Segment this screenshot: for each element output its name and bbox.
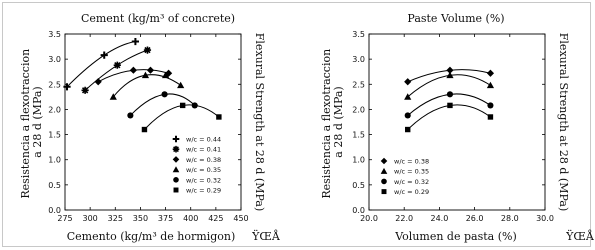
chart-cement-point-diamond — [130, 67, 137, 74]
chart-cement-ytick-label: 2.5 — [48, 80, 61, 90]
chart-cement-legend-marker-triangle — [173, 166, 180, 172]
chart-cement-xtick-label: 425 — [208, 214, 224, 223]
chart-paste-ytick-label: 2.5 — [352, 80, 365, 90]
chart-cement-point-square — [142, 127, 147, 132]
chart-cement-xtick-label: 325 — [107, 214, 123, 223]
chart-paste-xtick-label: 22.0 — [395, 214, 414, 223]
chart-cement-xtick-label: 375 — [157, 214, 174, 223]
chart-paste-legend-label: w/c = 0.32 — [394, 177, 430, 186]
chart-cement-point-circle — [162, 91, 168, 97]
chart-paste-point-diamond — [404, 78, 411, 85]
chart-paste-point-triangle — [487, 82, 494, 88]
chart-cement-fit-curves — [67, 42, 219, 130]
chart-paste-ytick-label: 1.5 — [352, 130, 365, 140]
chart-cement — [19, 12, 281, 243]
chart-cement-fit-curve-5 — [144, 105, 218, 130]
chart-paste-fit-curves — [408, 70, 491, 130]
chart-cement-xlabel: Cemento (kg/m³ de hormigon) — [66, 230, 236, 243]
chart-cement-point-circle — [127, 112, 133, 118]
chart-paste-xtick-label: 20.0 — [360, 214, 378, 223]
chart-paste-point-square — [488, 114, 493, 119]
chart-paste-fit-curve-3 — [408, 105, 491, 130]
chart-cement-legend-label: w/c = 0.32 — [186, 176, 222, 185]
chart-paste-legend-marker-diamond — [381, 158, 388, 165]
chart-cement-point-square — [216, 114, 221, 119]
chart-paste-point-square — [447, 103, 452, 108]
chart-cement-legend-marker-diamond — [173, 156, 180, 163]
chart-cement-point-square — [180, 103, 185, 108]
chart-cement-point-plus — [101, 52, 108, 59]
chart-paste-xtick-label: 28.0 — [500, 214, 519, 223]
chart-cement-legend — [173, 136, 221, 195]
chart-cement-point-plus — [132, 38, 139, 45]
chart-cement-point-circle — [192, 102, 198, 108]
chart-cement-legend-marker-plus — [173, 136, 180, 143]
chart-cement-xtick-label: 350 — [132, 214, 149, 223]
chart-cement-point-asterisk — [144, 46, 151, 53]
chart-paste-ytick-label: 2.0 — [352, 105, 365, 115]
chart-paste-legend-marker-circle — [381, 179, 387, 185]
chart-cement-xtick-label: 400 — [183, 214, 199, 223]
chart-cement-corner-label: ŸŒÅ — [252, 230, 280, 243]
chart-cement-legend-label: w/c = 0.41 — [186, 145, 222, 154]
chart-paste-ytick-label: 3.5 — [352, 30, 365, 39]
chart-paste-corner-label: ŸŒÅ — [566, 230, 594, 243]
chart-paste-xtick-label: 26.0 — [465, 214, 484, 223]
chart-cement-ytick-label: 0.0 — [48, 206, 61, 215]
chart-cement-ylabel-left-line-2: a 28 d (MPa) — [31, 86, 44, 158]
chart-cement-title: Cement (kg/m³ of concrete) — [80, 12, 236, 25]
chart-paste-ylabel-left-line-1: Resistencia a flexotraccion — [320, 48, 333, 199]
chart-cement-ylabel-right: Flexural Strength at 28 d (MPa) — [253, 32, 266, 212]
chart-cement-legend-marker-square — [174, 188, 179, 193]
chart-paste-point-circle — [487, 102, 493, 108]
chart-paste-ytick-label: 3.0 — [352, 55, 365, 65]
chart-cement-xtick-label: 300 — [82, 214, 98, 223]
chart-cement-legend-label: w/c = 0.44 — [186, 135, 222, 144]
chart-paste-legend-marker-triangle — [381, 168, 388, 174]
chart-paste-ylabel-right: Flexural Strength at 28 d (MPa) — [557, 32, 570, 212]
chart-paste-ylabel-left-line-2: a 28 d (MPa) — [332, 86, 345, 158]
chart-cement-ylabel-left-line-1: Resistencia a flexotraccion — [19, 48, 32, 199]
chart-paste-ytick-label: 0.0 — [352, 206, 365, 215]
chart-cement-ylabel-left — [19, 45, 44, 198]
chart-paste-point-diamond — [487, 70, 494, 77]
chart-paste-ytick-label: 1.0 — [352, 155, 365, 165]
chart-paste-legend-label: w/c = 0.38 — [394, 157, 430, 166]
chart-paste-legend-label: w/c = 0.29 — [394, 188, 430, 197]
chart-cement-legend-label: w/c = 0.38 — [186, 155, 222, 164]
chart-paste-xtick-label: 30.0 — [536, 214, 554, 223]
chart-cement-point-diamond — [147, 67, 154, 74]
chart-paste-ytick-label: 0.5 — [352, 180, 365, 190]
chart-cement-ytick-label: 0.5 — [48, 180, 61, 190]
chart-cement-point-asterisk — [114, 62, 121, 69]
chart-cement-ytick-label: 3.0 — [48, 55, 61, 65]
chart-cement-legend-marker-circle — [173, 177, 179, 183]
chart-cement-legend-marker-asterisk — [173, 146, 180, 153]
chart-cement-ytick-label: 2.0 — [48, 105, 61, 115]
chart-paste-point-circle — [405, 112, 411, 118]
chart-paste-legend-label: w/c = 0.35 — [394, 167, 430, 176]
chart-paste-ylabel-left — [320, 45, 345, 198]
chart-paste-xlabel: Volumen de pasta (%) — [395, 230, 517, 243]
chart-paste-point-circle — [447, 91, 453, 97]
chart-cement-ytick-label: 1.5 — [48, 130, 61, 140]
chart-paste-legend — [381, 158, 429, 197]
chart-cement-legend-label: w/c = 0.29 — [186, 186, 222, 195]
chart-cement-xtick-label: 450 — [233, 214, 249, 223]
chart-cement-xtick-label: 275 — [57, 214, 73, 223]
chart-paste-xtick-label: 24.0 — [430, 214, 449, 223]
chart-cement-point-diamond — [95, 78, 102, 85]
chart-paste-legend-marker-square — [382, 189, 387, 194]
chart-cement-point-asterisk — [82, 87, 89, 94]
chart-cement-point-triangle — [177, 82, 184, 88]
chart-paste-point-square — [405, 127, 410, 132]
chart-paste-title: Paste Volume (%) — [407, 12, 505, 25]
chart-paste-volume — [320, 12, 595, 243]
chart-cement-ytick-label: 3.5 — [48, 30, 61, 39]
chart-cement-ytick-label: 1.0 — [48, 155, 61, 165]
chart-cement-legend-label: w/c = 0.35 — [186, 166, 222, 175]
